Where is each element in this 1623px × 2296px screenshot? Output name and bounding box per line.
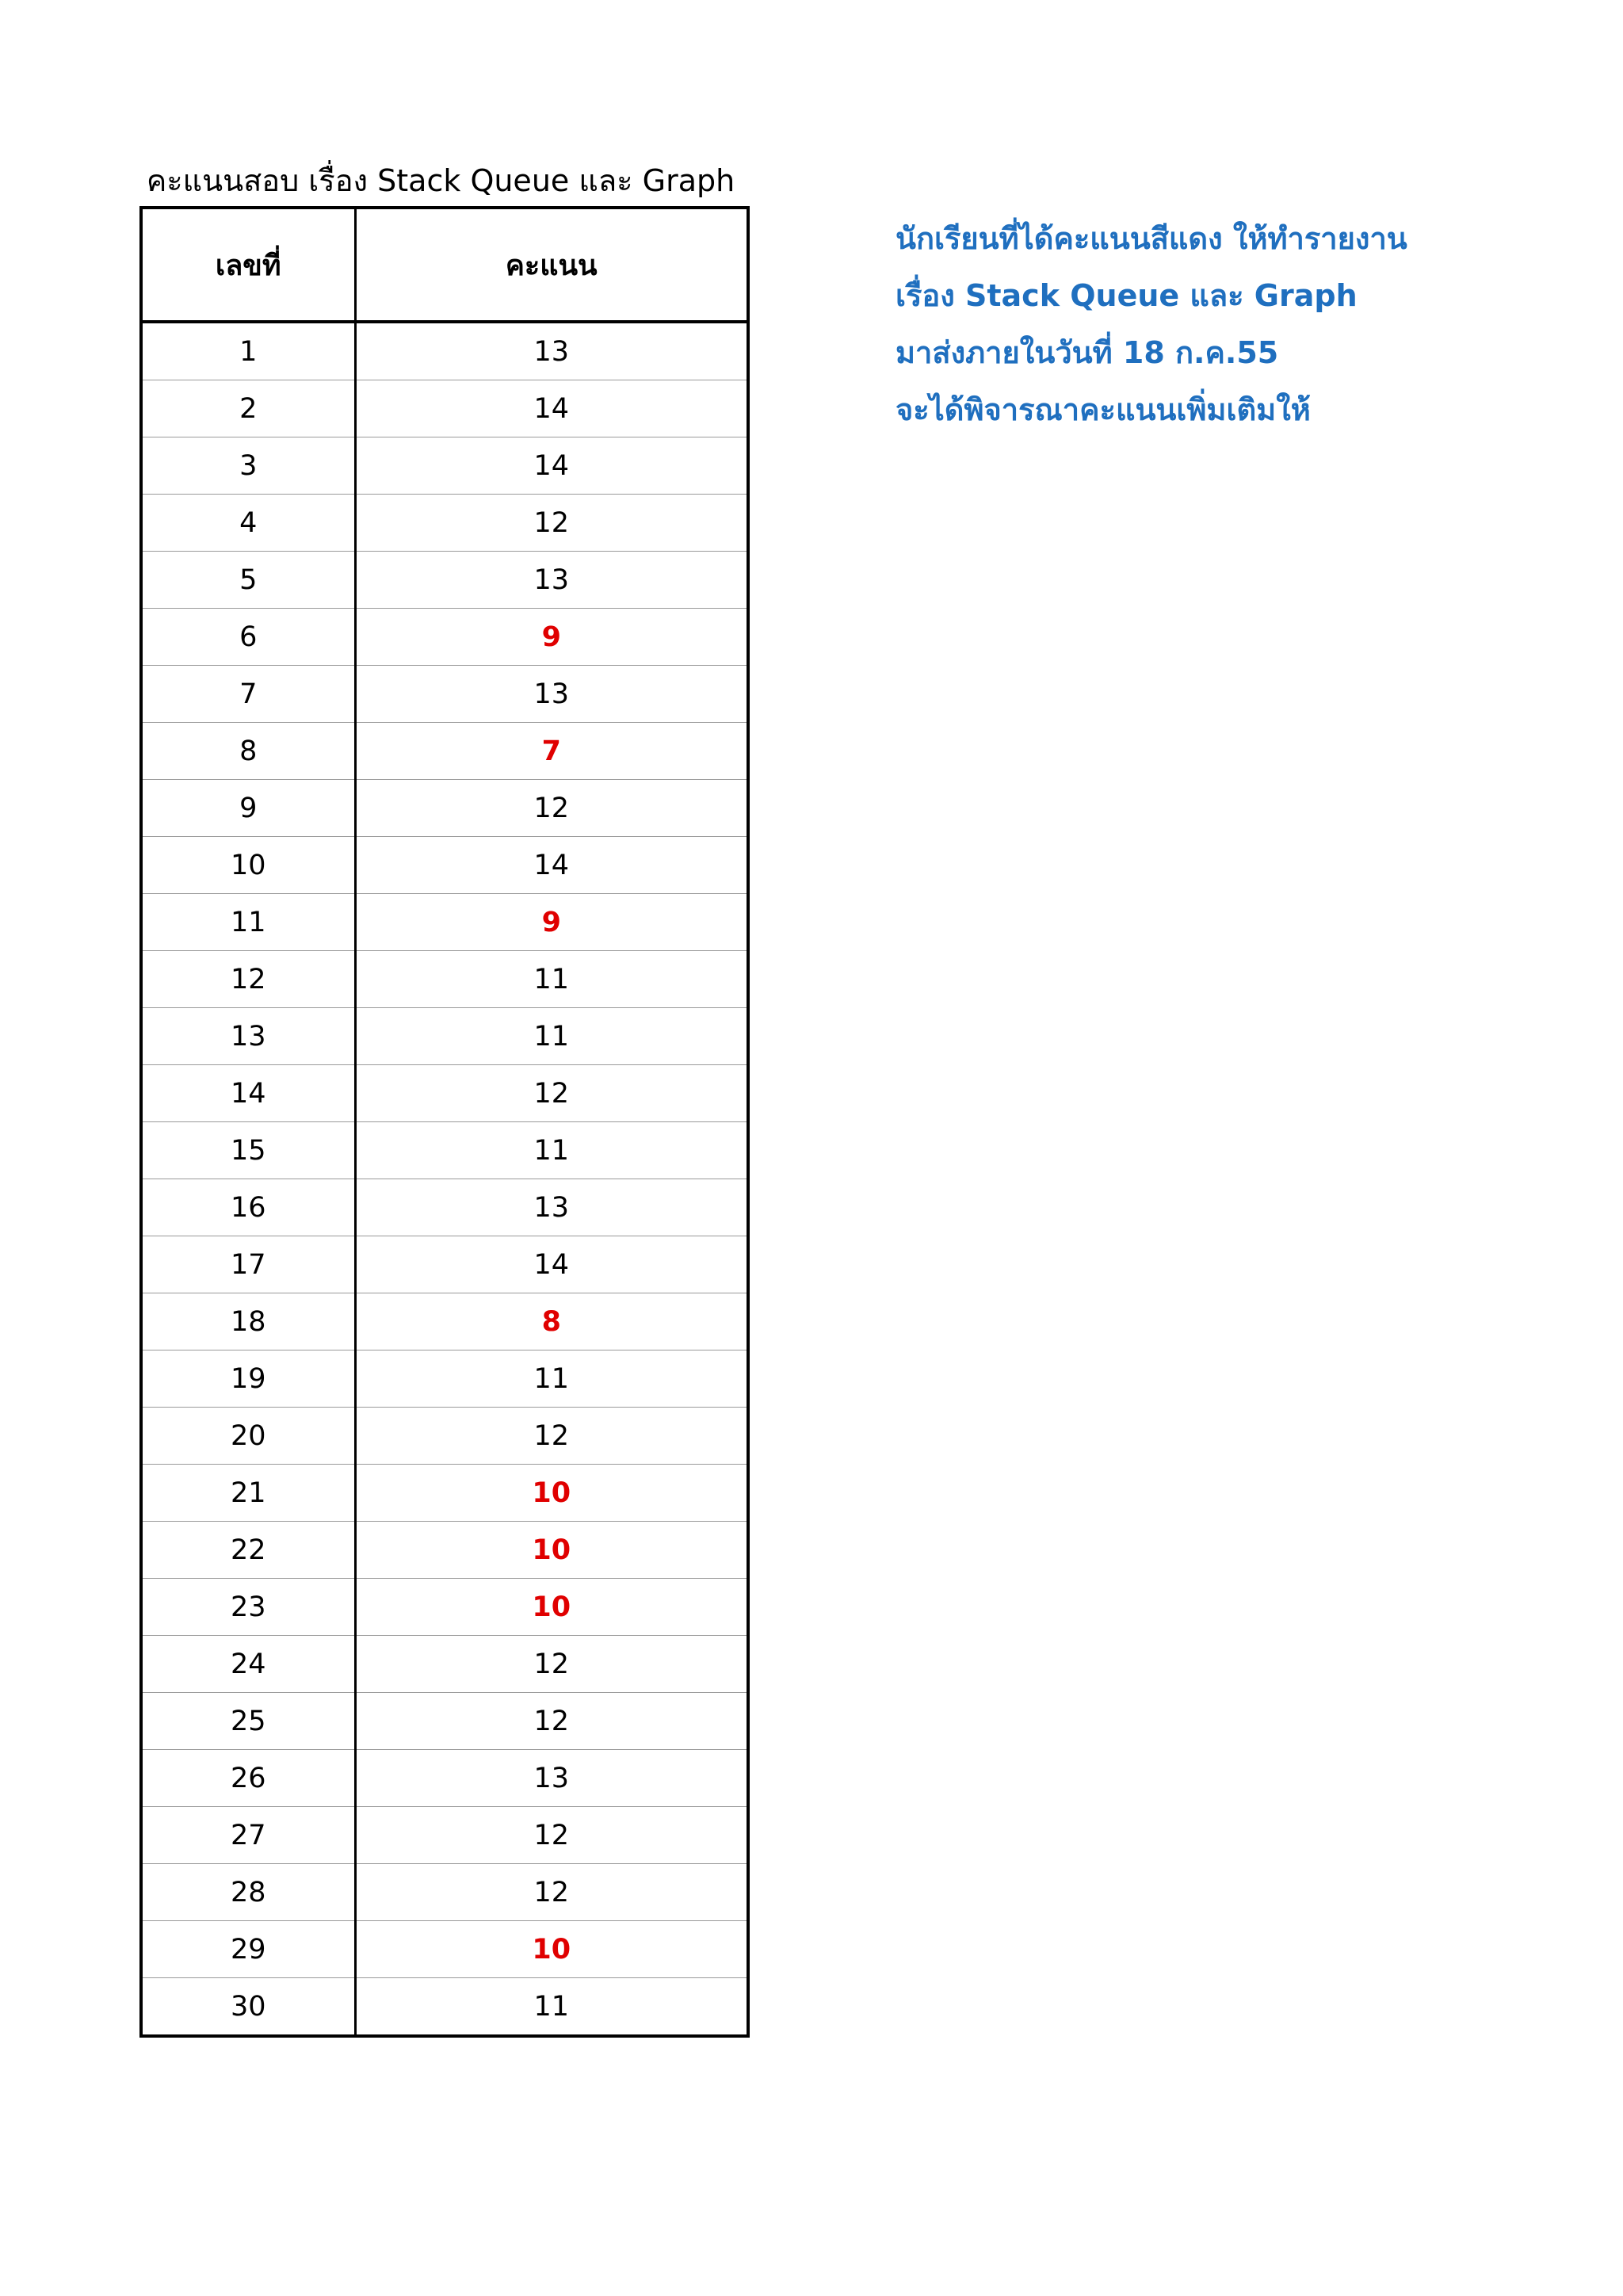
table-row (141, 951, 748, 1008)
score-cell: 12 (355, 1693, 748, 1750)
table-row (141, 1408, 748, 1465)
student-number-cell: 21 (141, 1465, 355, 1522)
score-table (139, 206, 750, 2038)
table-row (141, 1921, 748, 1978)
student-number-cell: 7 (141, 666, 355, 723)
score-cell: 11 (355, 1350, 748, 1408)
student-number-cell: 24 (141, 1636, 355, 1693)
table-row (141, 1350, 748, 1408)
student-number-cell: 9 (141, 780, 355, 837)
table-row (141, 1750, 748, 1807)
score-cell: 14 (355, 1236, 748, 1293)
low-score-cell: 10 (355, 1579, 748, 1636)
table-row (141, 322, 748, 380)
score-cell: 13 (355, 552, 748, 609)
table-row (141, 1807, 748, 1864)
student-number-cell: 30 (141, 1978, 355, 2037)
score-cell: 13 (355, 666, 748, 723)
notice-line: นักเรียนที่ได้คะแนนสีแดง ให้ทำรายงาน (896, 221, 1407, 256)
score-cell: 13 (355, 322, 748, 380)
table-row (141, 495, 748, 552)
score-table-body (141, 322, 748, 2036)
score-cell: 12 (355, 780, 748, 837)
student-number-cell: 17 (141, 1236, 355, 1293)
header-student-number: เลขที่ (141, 208, 355, 322)
student-number-cell: 6 (141, 609, 355, 666)
table-row (141, 1122, 748, 1179)
table-row (141, 609, 748, 666)
student-number-cell: 2 (141, 380, 355, 437)
student-number-cell: 4 (141, 495, 355, 552)
table-row (141, 1636, 748, 1693)
table-row (141, 380, 748, 437)
page-title: คะแนนสอบ เรื่อง Stack Queue และ Graph (146, 163, 735, 198)
table-row (141, 1293, 748, 1350)
student-number-cell: 5 (141, 552, 355, 609)
low-score-cell: 10 (355, 1921, 748, 1978)
score-cell: 11 (533, 1990, 570, 2023)
score-cell: 12 (355, 495, 748, 552)
score-cell: 12 (355, 1065, 748, 1122)
student-number-cell: 27 (141, 1807, 355, 1864)
student-number-cell: 11 (141, 894, 355, 951)
student-number-cell: 15 (141, 1122, 355, 1179)
table-row (141, 1008, 748, 1065)
score-cell: 12 (355, 1864, 748, 1921)
table-row (141, 1465, 748, 1522)
student-number-cell: 14 (141, 1065, 355, 1122)
table-row (141, 1693, 748, 1750)
student-number-cell: 28 (141, 1864, 355, 1921)
table-row (141, 1579, 748, 1636)
score-cell: 14 (355, 380, 748, 437)
table-row (141, 437, 748, 495)
student-number-cell: 13 (141, 1008, 355, 1065)
low-score-cell: 10 (355, 1465, 748, 1522)
student-number-cell: 29 (141, 1921, 355, 1978)
student-number-cell: 3 (141, 437, 355, 495)
low-score-cell: 9 (355, 894, 748, 951)
score-cell: 12 (355, 1636, 748, 1693)
low-score-cell: 7 (355, 723, 748, 780)
table-row (141, 837, 748, 894)
score-cell: 11 (355, 1008, 748, 1065)
table-row (141, 780, 748, 837)
student-number-cell: 10 (141, 837, 355, 894)
low-score-cell: 8 (355, 1293, 748, 1350)
student-number-cell: 25 (141, 1693, 355, 1750)
notice-line: จะได้พิจารณาคะแนนเพิ่มเติมให้ (896, 392, 1311, 427)
score-cell: 13 (355, 1750, 748, 1807)
student-number-cell: 8 (141, 723, 355, 780)
table-row (141, 1236, 748, 1293)
student-number-cell: 23 (141, 1579, 355, 1636)
score-cell: 14 (355, 837, 748, 894)
table-row (141, 1179, 748, 1236)
notice-line: เรื่อง Stack Queue และ Graph (896, 278, 1358, 313)
notice-line: มาส่งภายในวันที่ 18 ก.ค.55 (896, 335, 1279, 370)
table-header-row (141, 208, 748, 322)
student-number-cell: 18 (141, 1293, 355, 1350)
table-row (141, 1065, 748, 1122)
table-row (141, 894, 748, 951)
student-number-cell: 20 (141, 1408, 355, 1465)
low-score-cell: 10 (355, 1522, 748, 1579)
student-number-cell: 1 (141, 322, 355, 380)
score-cell: 12 (355, 1807, 748, 1864)
table-row (141, 723, 748, 780)
notice-box (896, 210, 1593, 438)
score-cell: 11 (355, 951, 748, 1008)
student-number-cell: 12 (141, 951, 355, 1008)
student-number-cell: 26 (141, 1750, 355, 1807)
score-cell: 11 (355, 1122, 748, 1179)
table-row (141, 1864, 748, 1921)
table-row (141, 552, 748, 609)
table-row (141, 1522, 748, 1579)
score-cell: 12 (355, 1408, 748, 1465)
score-cell: 14 (355, 437, 748, 495)
header-score: คะแนน (355, 208, 748, 322)
student-number-cell: 22 (141, 1522, 355, 1579)
score-cell: 13 (355, 1179, 748, 1236)
table-row (141, 1978, 748, 2037)
table-row (141, 666, 748, 723)
low-score-cell: 9 (355, 609, 748, 666)
student-number-cell: 19 (141, 1350, 355, 1408)
student-number-cell: 16 (141, 1179, 355, 1236)
